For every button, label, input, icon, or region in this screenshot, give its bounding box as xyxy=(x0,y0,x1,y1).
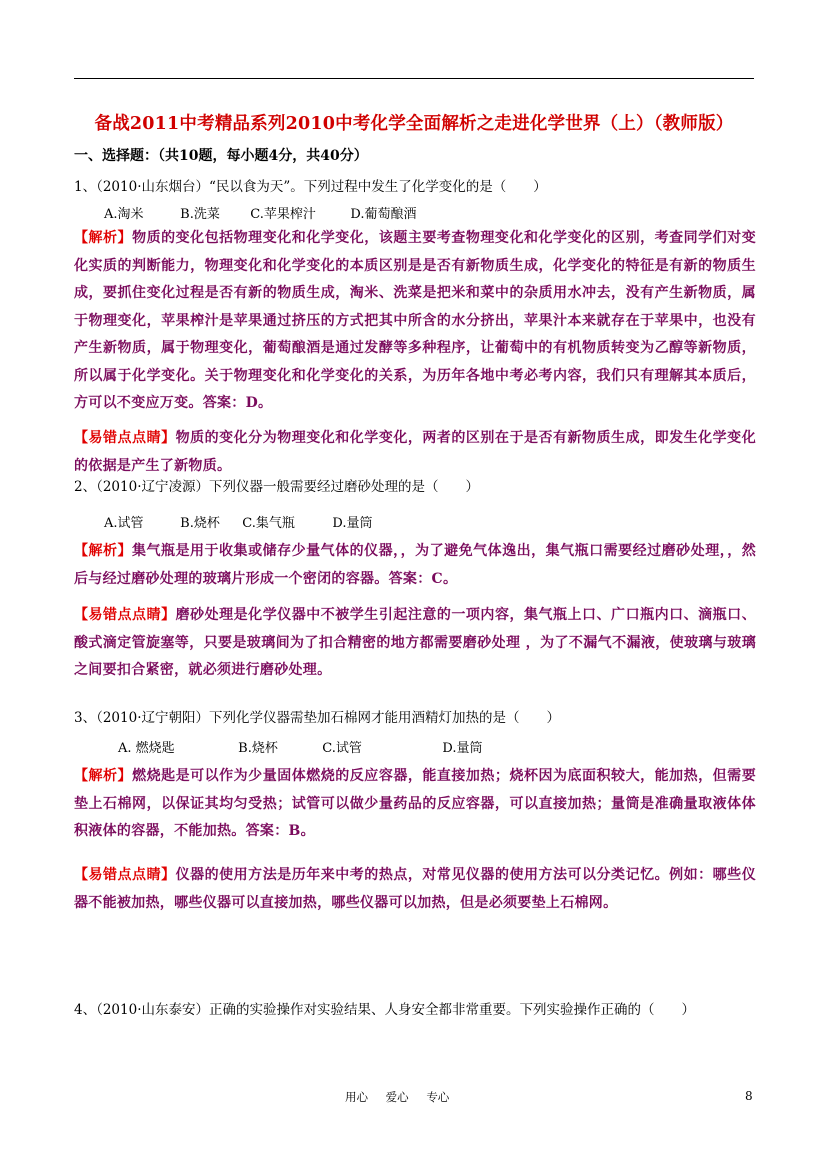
question-3-stem: 3、（2010·辽宁朝阳）下列化学仪器需垫加石棉网才能用酒精灯加热的是（ ） xyxy=(74,710,560,726)
option-a: A.试管 xyxy=(104,516,144,531)
tip-tag: 【易错点点睛】 xyxy=(74,867,176,883)
question-1-tip xyxy=(74,425,756,480)
analysis-tag: 【解析】 xyxy=(74,230,133,246)
option-a: A. 燃烧匙 xyxy=(118,741,175,756)
option-c: C.苹果榨汁 xyxy=(250,207,316,222)
question-3-analysis xyxy=(74,763,756,846)
analysis-text: 燃烧匙是可以作为少量固体燃烧的反应容器，能直接加热；烧杯因为底面积较大，能加热，但需要垫上石棉网，以保证其均匀受热；试管可以做少量药品的反应容器，可以直接加热；量筒是准确量取液体体积液体的容器，不能加热。答案：B。 xyxy=(74,768,756,839)
tip-tag: 【易错点点睛】 xyxy=(74,430,176,446)
question-2-options xyxy=(104,512,373,531)
footer-item: 专心 xyxy=(426,1090,450,1104)
option-b: B.烧杯 xyxy=(238,741,278,756)
analysis-tag: 【解析】 xyxy=(74,768,133,784)
option-a: A.淘米 xyxy=(104,207,144,222)
question-2-analysis xyxy=(74,538,756,593)
tip-text: 磨砂处理是化学仪器中不被学生引起注意的一项内容，集气瓶上口、广口瓶内口、滴瓶口、酸式滴定管旋塞等，只要是玻璃间为了扣合精密的地方都需要磨砂处理 ，为了不漏气不漏液，使玻璃与玻璃之间要扣合紧密，就必须进行磨砂处理。 xyxy=(74,607,756,678)
option-b: B.烧杯 xyxy=(180,516,220,531)
question-2-stem: 2、（2010·辽宁凌源）下列仪器一般需要经过磨砂处理的是（ ） xyxy=(74,479,479,495)
option-d: D.量筒 xyxy=(442,741,483,756)
section-heading: 一、选择题：（共10题，每小题4分，共40分） xyxy=(74,148,368,164)
header-rule xyxy=(74,78,754,79)
page-number: 8 xyxy=(745,1089,753,1103)
document-title: 备战2011中考精品系列2010中考化学全面解析之走进化学世界（上）（教师版） xyxy=(94,114,734,134)
analysis-tag: 【解析】 xyxy=(74,543,133,559)
analysis-text: 集气瓶是用于收集或储存少量气体的仪器，，为了避免气体逸出，集气瓶口需要经过磨砂处理，，然后与经过磨砂处理的玻璃片形成一个密闭的容器。答案：C。 xyxy=(74,543,757,587)
question-3-options xyxy=(118,737,483,756)
question-1-stem: 1、（2010·山东烟台）“民以食为天”。下列过程中发生了化学变化的是（ ） xyxy=(74,179,547,195)
analysis-text: 物质的变化包括物理变化和化学变化，该题主要考查物理变化和化学变化的区别，考查同学们对变化实质的判断能力，物理变化和化学变化的本质区别是是否有新物质生成，化学变化的特征是有新的物质生成，要抓住变化过程是否有新的物质生成，淘米、洗菜是把米和菜中的杂质用水冲去，没有产生新物质，属于物理变化，苹果榨汁是苹果通过挤压的方式把其中所含的水分挤出，苹果汁本来就存在于苹果中，也没有产生新物质，属于物理变化，葡萄酿酒是通过发酵等多种程序，让葡萄中的有机物质转变为乙醇等新物质，所以属于化学变化。关于物理变化和化学变化的关系，为历年各地中考必考内容，我们只有理解其本质后，方可以不变应万变。答案：D。 xyxy=(74,230,756,411)
question-4-stem: 4、（2010·山东泰安）正确的实验操作对实验结果、人身安全都非常重要。下列实验操作正确的（ ） xyxy=(74,1002,695,1018)
option-c: C.试管 xyxy=(322,741,362,756)
tip-tag: 【易错点点睛】 xyxy=(74,607,176,623)
question-2-tip xyxy=(74,602,756,685)
option-c: C.集气瓶 xyxy=(242,516,295,531)
option-d: D.葡萄酿酒 xyxy=(350,207,417,222)
tip-text: 物质的变化分为物理变化和化学变化，两者的区别在于是否有新物质生成，即发生化学变化的依据是产生了新物质。 xyxy=(74,430,756,474)
footer-item: 用心 xyxy=(345,1090,368,1104)
option-d: D.量筒 xyxy=(332,516,373,531)
tip-text: 仪器的使用方法是历年来中考的热点，对常见仪器的使用方法可以分类记忆。例如：哪些仪器不能被加热，哪些仪器可以直接加热，哪些仪器可以加热，但是必须要垫上石棉网。 xyxy=(74,867,756,911)
footer-item: 爱心 xyxy=(385,1090,409,1104)
question-1-analysis xyxy=(74,225,756,418)
question-1-options xyxy=(104,203,417,222)
question-3-tip xyxy=(74,862,756,917)
footer-motto xyxy=(345,1089,463,1105)
option-b: B.洗菜 xyxy=(180,207,220,222)
